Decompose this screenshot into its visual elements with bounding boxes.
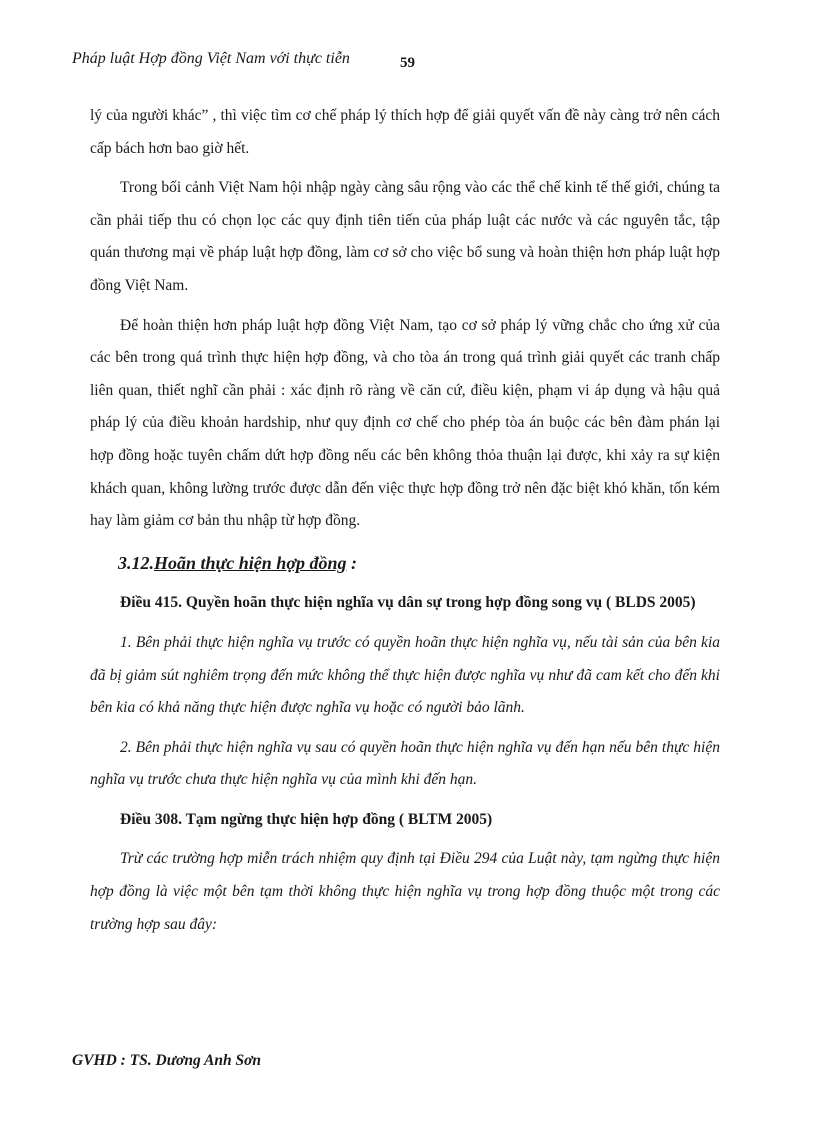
section-suffix: : — [346, 552, 357, 573]
article-308-body: Trừ các trường hợp miễn trách nhiệm quy định tại Điều 294 của Luật này, tạm ngừng thực hiện hợp đồng là việc một bên tạm thời không thực hiện nghĩa vụ trong hợp đồng thuộc một trong các trường hợp sau đây: — [90, 850, 720, 933]
section-title: Hoãn thực hiện hợp đồng — [154, 552, 347, 573]
article-308-heading: Điều 308. Tạm ngừng thực hiện hợp đồng ( BLTM 2005) — [120, 810, 493, 828]
page-header — [72, 50, 415, 71]
header-title: Pháp luật Hợp đồng Việt Nam với thực tiễn — [72, 50, 350, 67]
section-number: 3.12. — [118, 552, 154, 573]
article-415-clause-2: 2. Bên phải thực hiện nghĩa vụ sau có quyền hoãn thực hiện nghĩa vụ đến hạn nếu bên thực hiện nghĩa vụ trước chưa thực hiện nghĩa vụ của mình khi đến hạn. — [90, 738, 720, 789]
section-heading — [90, 547, 720, 580]
document-body — [90, 100, 720, 941]
page-footer — [72, 1052, 261, 1070]
paragraph-continuation: lý của người khác” , thì việc tìm cơ chế pháp lý thích hợp để giải quyết vấn đề này càng trở nên cách cấp bách hơn bao giờ hết. — [90, 107, 720, 157]
paragraph-recommendations: Để hoàn thiện hơn pháp luật hợp đồng Việt Nam, tạo cơ sở pháp lý vững chắc cho ứng xử của các bên trong quá trình thực hiện hợp đồng, và cho tòa án trong quá trình giải quyết các tranh chấp liên quan, thiết nghĩ cần phải : xác định rõ ràng về căn cứ, điều kiện, phạm vi áp dụng và hậu quả pháp lý của điều khoản hardship, như quy định cơ chế cho phép tòa án buộc các bên đàm phán lại hợp đồng hoặc tuyên chấm dứt hợp đồng nếu các bên không thỏa thuận lại được, khi xảy ra sự kiện khách quan, không lường trước được dẫn đến việc thực hợp đồng trở nên đặc biệt khó khăn, tốn kém hay làm giảm cơ bản thu nhập từ hợp đồng. — [90, 316, 720, 530]
footer-advisor: GVHD : TS. Dương Anh Sơn — [72, 1052, 262, 1069]
article-415-clause-1: 1. Bên phải thực hiện nghĩa vụ trước có quyền hoãn thực hiện nghĩa vụ, nếu tài sản của bên kia đã bị giảm sút nghiêm trọng đến mức không thể thực hiện được nghĩa vụ như đã cam kết cho đến khi bên kia có khả năng thực hiện được nghĩa vụ hoặc có người bảo lãnh. — [90, 633, 720, 717]
article-415-heading: Điều 415. Quyền hoãn thực hiện nghĩa vụ dân sự trong hợp đồng song vụ ( BLDS 2005) — [120, 594, 696, 612]
paragraph-integration-context: Trong bối cảnh Việt Nam hội nhập ngày càng sâu rộng vào các thể chế kinh tế thế giới, chúng ta cần phải tiếp thu có chọn lọc các quy định tiên tiến của pháp luật các nước và các nguyên tắc, tập quán thương mại về pháp luật hợp đồng, làm cơ sở cho việc bổ sung và hoàn thiện hơn pháp luật hợp đồng Việt Nam. — [90, 179, 720, 294]
page-number: 59 — [400, 55, 415, 71]
